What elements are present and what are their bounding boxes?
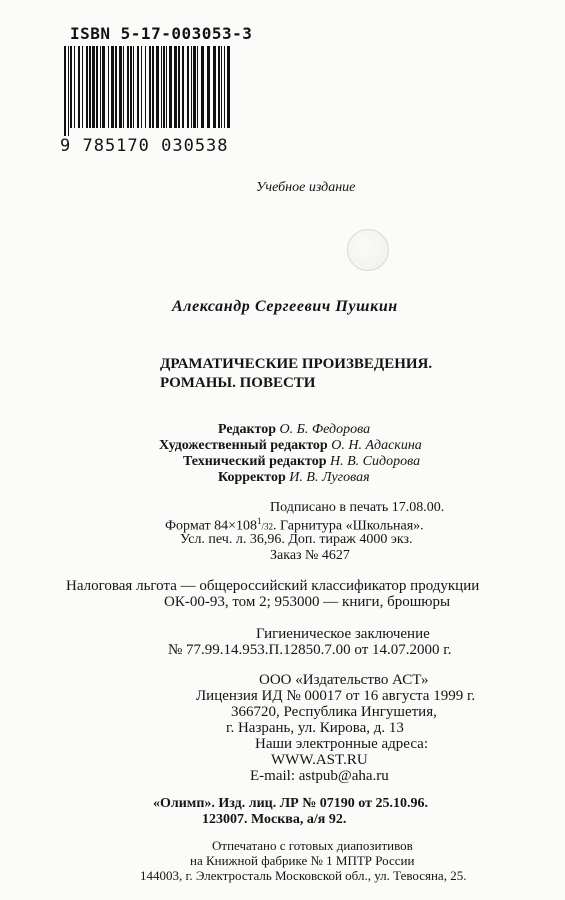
tax-line-1: Налоговая льгота — общероссийский классификатор продукции [66,578,480,594]
publisher-address-1: 366720, Республика Ингушетия, [231,704,437,720]
credit-name: Н. В. Сидорова [330,454,421,469]
isbn-label: ISBN 5-17-003053-3 [70,24,253,43]
credit-tech-editor [183,454,420,470]
printing-line-1: Отпечатано с готовых диапозитивов [212,838,413,853]
email-link[interactable]: E-mail: astpub@aha.ru [250,768,389,784]
olimp-address: 123007. Москва, а/я 92. [202,812,347,827]
format-suffix: . Гарнитура «Школьная». [273,518,424,534]
hygiene-line-1: Гигиеническое заключение [256,626,430,642]
hygiene-line-2: № 77.99.14.953.П.12850.7.00 от 14.07.2000 г. [168,642,452,658]
edition-type: Учебное издание [256,180,356,195]
credit-role: Редактор [218,422,277,437]
format-sup: 1 [256,516,262,526]
credit-editor [218,422,370,438]
credit-art-editor [159,438,422,454]
barcode-icon [62,46,232,136]
credit-role: Технический редактор [183,454,327,469]
stamp-mark [347,229,389,271]
credit-name: О. Н. Адаскина [331,438,422,453]
printing-line-2: на Книжной фабрике № 1 МПТР России [190,853,415,868]
publisher-name: ООО «Издательство АСТ» [259,672,429,688]
credit-role: Художественный редактор [159,438,328,453]
publisher-license: Лицензия ИД № 00017 от 16 августа 1999 г. [196,688,476,704]
print-order: Заказ № 4627 [270,548,350,563]
publisher-address-2: г. Назрань, ул. Кирова, д. 13 [226,720,404,736]
print-signed: Подписано в печать 17.08.00. [270,500,445,515]
format-prefix: Формат 84×108 [165,518,257,534]
credit-name: И. В. Луговая [289,470,370,485]
format-sub: /32 [261,521,273,532]
emails-label: Наши электронные адреса: [255,736,428,752]
tax-line-2: ОК-00-93, том 2; 953000 — книги, брошюры [164,594,451,610]
title-line-2: РОМАНЫ. ПОВЕСТИ [160,375,316,391]
barcode-number: 9 785170 030538 [60,136,229,156]
credit-role: Корректор [218,470,286,485]
credit-name: О. Б. Федорова [279,422,371,437]
credit-proofreader [218,470,370,486]
printing-line-3: 144003, г. Электросталь Московской обл., ул. Тевосяна, 25. [140,868,467,883]
print-sheets: Усл. печ. л. 36,96. Доп. тираж 4000 экз. [180,532,413,547]
website-link[interactable]: WWW.AST.RU [271,752,368,768]
title-line-1: ДРАМАТИЧЕСКИЕ ПРОИЗВЕДЕНИЯ. [160,356,433,372]
olimp-license: «Олимп». Изд. лиц. ЛР № 07190 от 25.10.96. [153,796,428,811]
author-name: Александр Сергеевич Пушкин [172,298,398,315]
